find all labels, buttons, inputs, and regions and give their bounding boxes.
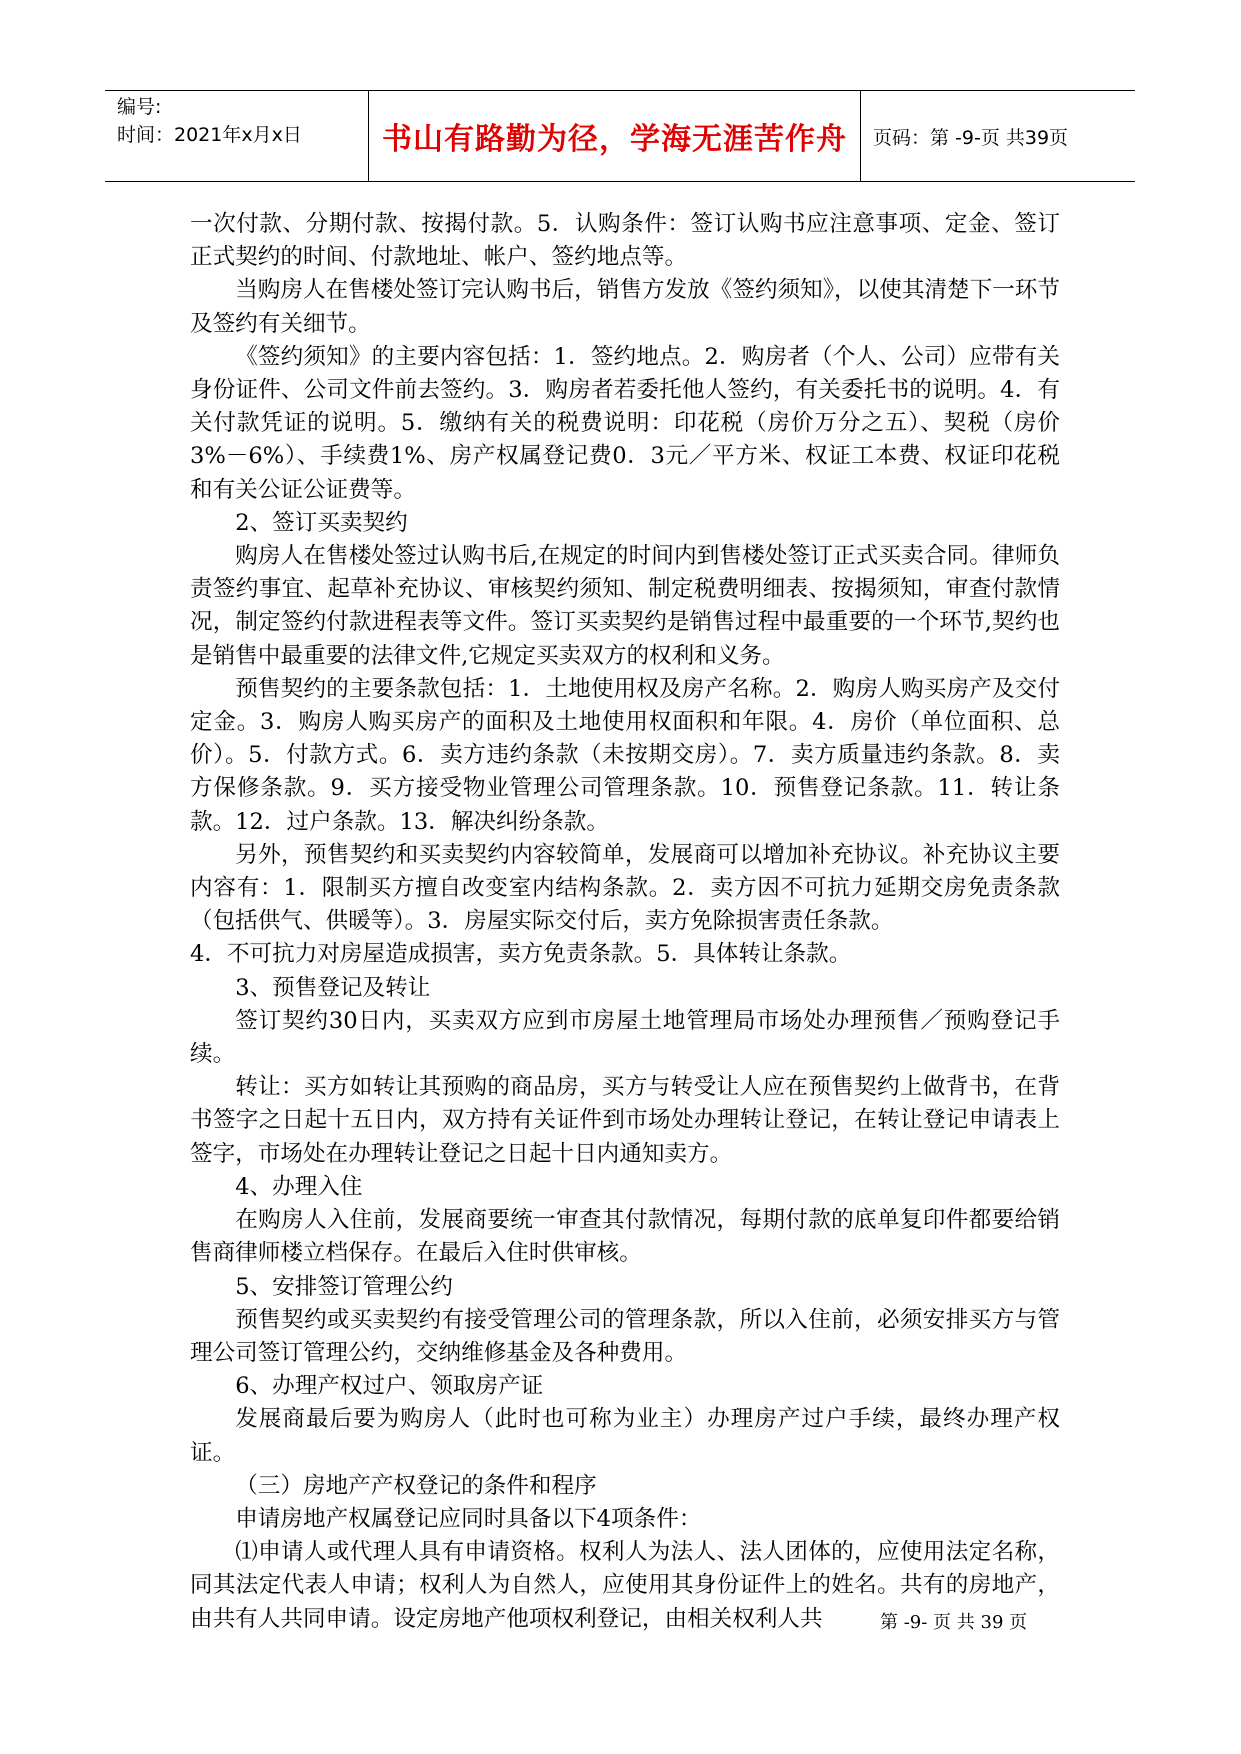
paragraph: 当购房人在售楼处签订完认购书后，销售方发放《签约须知》，以使其清楚下一环节及签约有关细节。: [190, 277, 1060, 337]
page-footer: 第 -9- 页 共 39 页: [880, 1612, 1028, 1633]
document-number-label: 编号:: [117, 96, 162, 118]
section-heading: 6、办理产权过户、领取房产证: [235, 1373, 544, 1400]
paragraph: 购房人在售楼处签过认购书后,在规定的时间内到售楼处签订正式买卖合同。律师负责签约事宜、起草补充协议、审核契约须知、制定税费明细表、按揭须知，审查付款情况，制定签约付款进程表等文件。签订买卖契约是销售过程中最重要的一个环节,契约也是销售中最重要的法律文件,它规定买卖双方的权利和义务。: [190, 543, 1060, 669]
paragraph: 一次付款、分期付款、按揭付款。5．认购条件：签订认购书应注意事项、定金、签订正式契约的时间、付款地址、帐户、签约地点等。: [190, 211, 1060, 271]
paragraph: 发展商最后要为购房人（此时也可称为业主）办理房产过户手续，最终办理产权证。: [190, 1406, 1060, 1466]
paragraph: 在购房人入住前，发展商要统一审查其付款情况，每期付款的底单复印件都要给销售商律师楼立档保存。在最后入住时供审核。: [190, 1207, 1060, 1267]
section-heading: 3、预售登记及转让: [235, 974, 431, 1001]
paragraph: 签订契约30日内，买卖双方应到市房屋土地管理局市场处办理预售／预购登记手续。: [190, 1007, 1060, 1068]
paragraph: ⑴申请人或代理人具有申请资格。权利人为法人、法人团体的，应使用法定名称，同其法定代表人申请；权利人为自然人，应使用其身份证件上的姓名。共有的房地产，由共有人共同申请。设定房地产他项权利登记，由相关权利人共: [190, 1539, 1060, 1632]
section-heading: 4、办理入住: [235, 1173, 363, 1200]
header-page-code: 页码：第 -9-页 共39页: [873, 126, 1069, 149]
header-meta: [105, 91, 369, 181]
document-body: [190, 208, 1060, 1636]
paragraph: 申请房地产权属登记应同时具备以下4项条件：: [235, 1505, 702, 1532]
page-header: [105, 90, 1135, 182]
section-heading: 5、安排签订管理公约: [235, 1273, 453, 1300]
paragraph: 转让：买方如转让其预购的商品房，买方与转受让人应在预售契约上做背书，在背书签字之日起十五日内，双方持有关证件到市场处办理转让登记，在转让登记申请表上签字，市场处在办理转让登记之日起十日内通知卖方。: [190, 1074, 1060, 1167]
paragraph: 预售契约的主要条款包括：1．土地使用权及房产名称。2．购房人购买房产及交付定金。3．购房人购买房产的面积及土地使用权面积和年限。4．房价（单位面积、总价）。5．付款方式。6．卖方违约条款（未按期交房）。7．卖方质量违约条款。8．卖方保修条款。9．买方接受物业管理公司管理条款。10．预售登记条款。11．转让条款。12．过户条款。13．解决纠纷条款。: [190, 675, 1060, 835]
paragraph: 另外，预售契约和买卖契约内容较简单，发展商可以增加补充协议。补充协议主要内容有：1．限制买方擅自改变室内结构条款。2．卖方因不可抗力延期交房免责条款（包括供气、供暖等）。3．房屋实际交付后，卖方免除损害责任条款。: [190, 841, 1060, 935]
section-heading: （三）房地产产权登记的条件和程序: [235, 1472, 597, 1499]
paragraph: 4．不可抗力对房屋造成损害，卖方免责条款。5．具体转让条款。: [190, 941, 852, 968]
document-time: 时间：2021年x月x日: [117, 124, 302, 146]
paragraph: 《签约须知》的主要内容包括：1．签约地点。2．购房者（个人、公司）应带有关身份证件、公司文件前去签约。3．购房者若委托他人签约，有关委托书的说明。4．有关付款凭证的说明。5．缴纳有关的税费说明：印花税（房价万分之五）、契税（房价3%－6%）、手续费1%、房产权属登记费0．3元／平方米、权证工本费、权证印花税和有关公证公证费等。: [190, 343, 1060, 503]
section-heading: 2、签订买卖契约: [235, 509, 408, 536]
header-motto: 书山有路勤为径，学海无涯苦作舟: [369, 91, 861, 181]
paragraph: 预售契约或买卖契约有接受管理公司的管理条款，所以入住前，必须安排买方与管理公司签订管理公约，交纳维修基金及各种费用。: [190, 1306, 1060, 1366]
